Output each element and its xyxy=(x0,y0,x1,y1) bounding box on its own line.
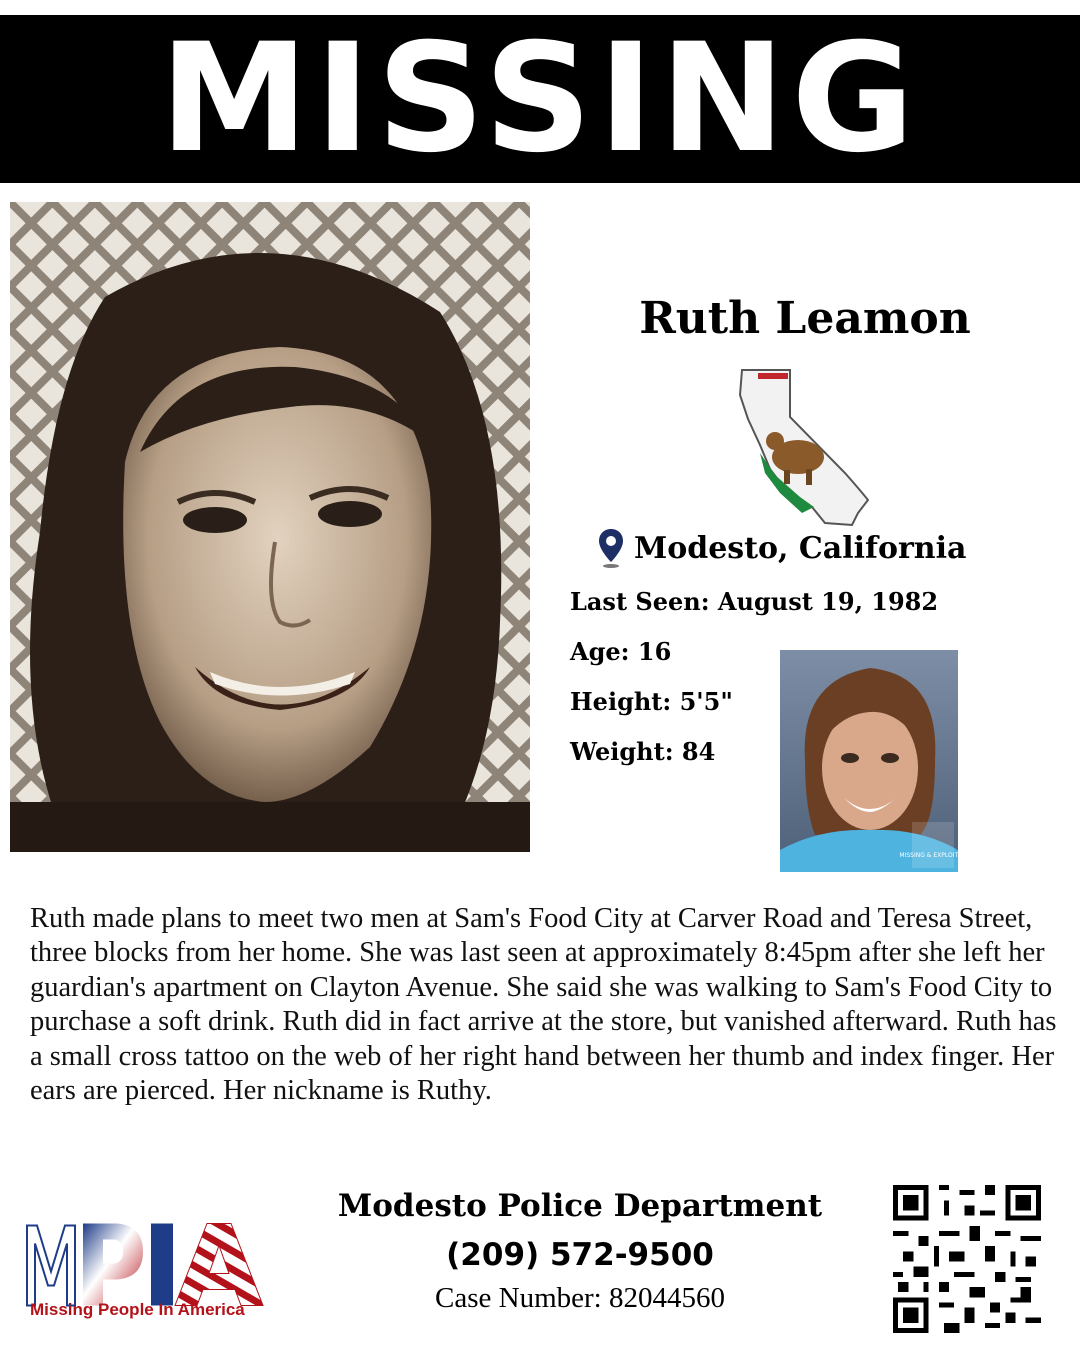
location-pin-icon xyxy=(598,528,624,568)
phone-number[interactable]: (209) 572-9500 xyxy=(446,1237,714,1273)
person-name: Ruth Leamon xyxy=(639,293,971,344)
location xyxy=(598,526,966,570)
california-flag-map xyxy=(730,365,880,530)
case-description: Ruth made plans to meet two men at Sam's Food City at Carver Road and Teresa Street, three blocks from her home. She was last seen at approximately 8:45pm after she left her guardian's apartment on Clayton Avenue. She said she was walking to Sam's Food City to purchase a soft drink. Ruth did in fact arrive at the store, but vanished afterward. Ruth has a small cross tattoo on the web of her right hand between her thumb and index finger. Her ears are pierced. Her nickname is Ruthy. xyxy=(30,903,1057,1107)
age-fact xyxy=(570,637,671,666)
missing-banner xyxy=(0,12,1080,186)
height-value: 5'5" xyxy=(679,687,733,716)
age-label: Age: xyxy=(570,637,630,666)
weight-label: Weight: xyxy=(570,737,674,766)
main-photo xyxy=(10,202,530,852)
qr-code[interactable] xyxy=(893,1185,1041,1333)
weight-value: 84 xyxy=(681,737,716,766)
age-progressed-photo xyxy=(780,650,967,872)
logo-caption: Missing People In America xyxy=(30,1300,245,1319)
last-seen-label: Last Seen: xyxy=(570,587,710,616)
age-value: 16 xyxy=(637,637,672,666)
weight-fact xyxy=(570,737,715,766)
case-number: Case Number: 82044560 xyxy=(435,1282,725,1314)
height-label: Height: xyxy=(570,687,672,716)
last-seen-value: August 19, 1982 xyxy=(717,587,939,616)
agency-name: Modesto Police Department xyxy=(337,1188,823,1224)
height-fact xyxy=(570,687,733,716)
banner-title: MISSING xyxy=(159,12,921,186)
location-text: Modesto, California xyxy=(634,530,967,566)
aged-photo-badge: MISSING & EXPLOITED xyxy=(899,852,967,859)
last-seen-fact xyxy=(570,587,938,616)
